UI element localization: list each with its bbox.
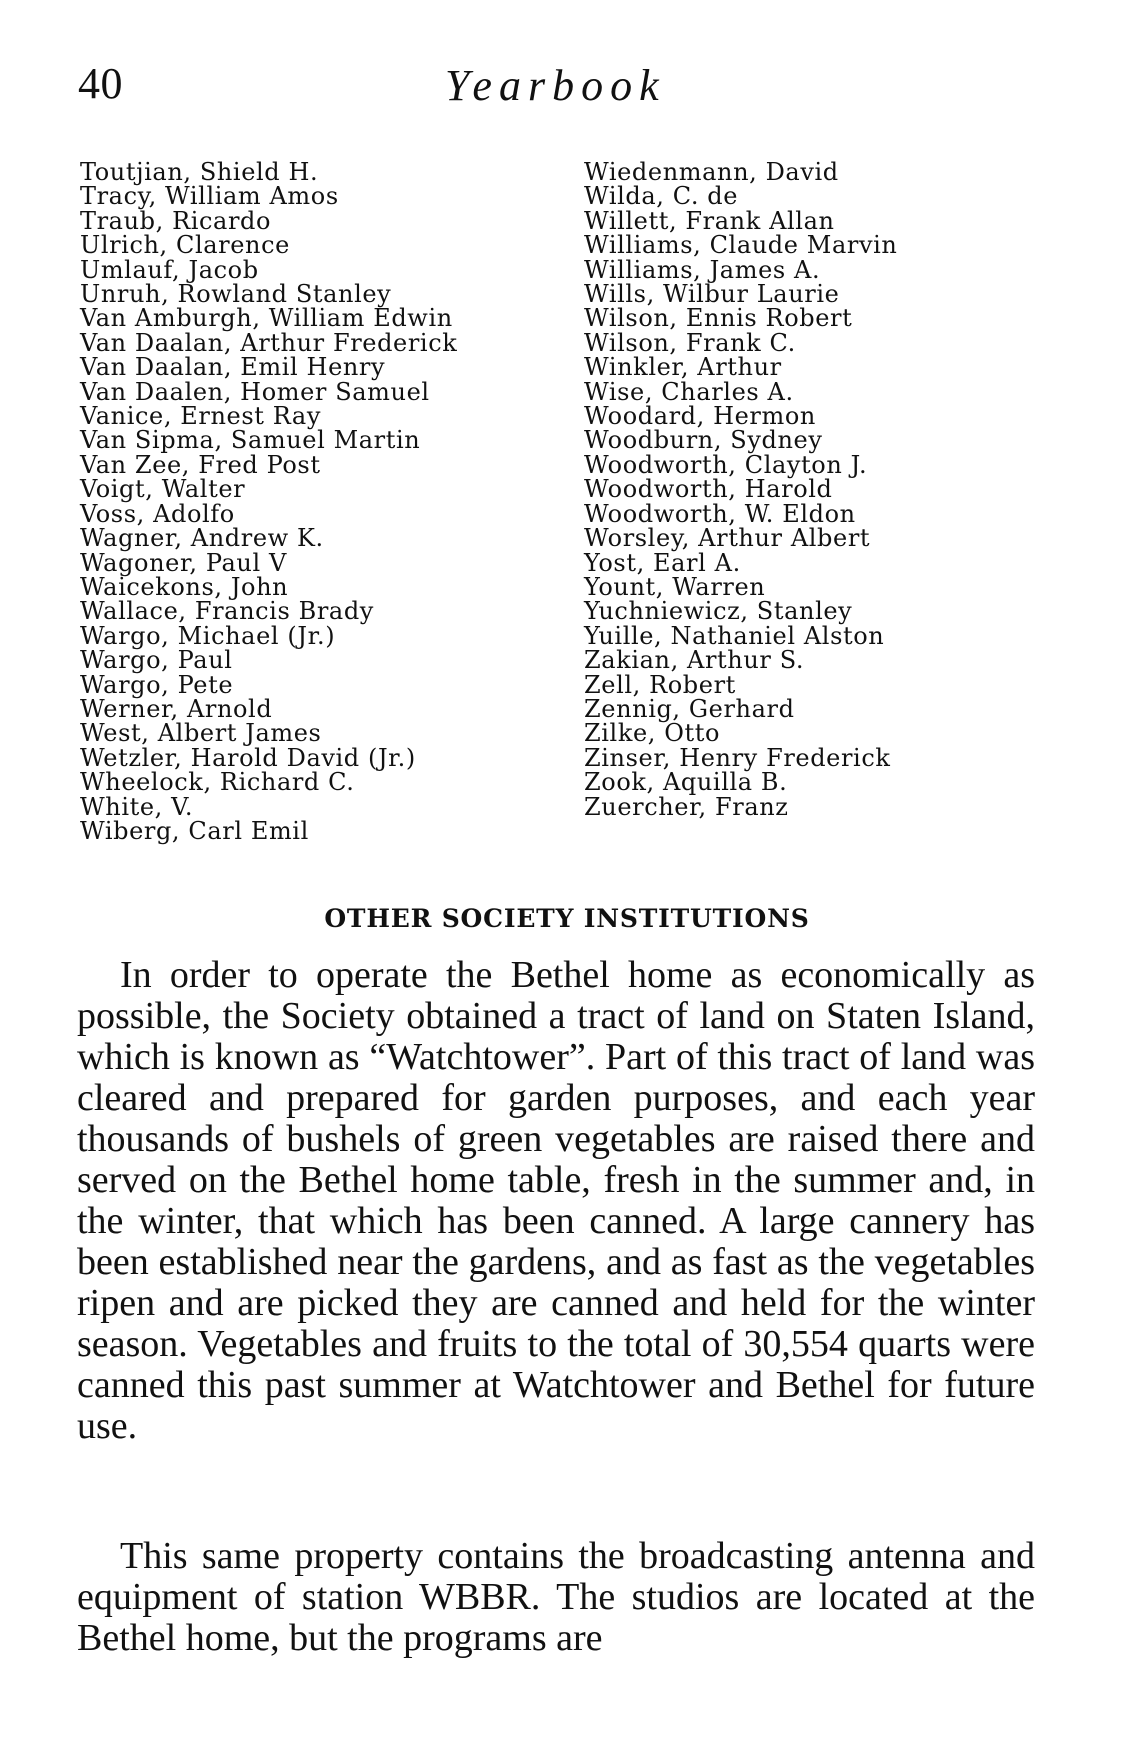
name-entry: Woodworth, W. Eldon	[584, 499, 856, 528]
name-entry: Willett, Frank Allan	[584, 206, 835, 235]
name-entry: West, Albert James	[80, 719, 322, 748]
name-entry: Williams, James A.	[584, 255, 821, 284]
name-entry: Zennig, Gerhard	[584, 694, 795, 723]
name-entry: Vanice, Ernest Ray	[80, 402, 322, 431]
name-entry: Van Daalan, Emil Henry	[80, 353, 386, 382]
name-entry: Voigt, Walter	[80, 475, 246, 504]
name-entry: Wallace, Francis Brady	[80, 597, 374, 626]
name-entry: Wheelock, Richard C.	[80, 768, 355, 797]
name-entry: Van Daalan, Arthur Frederick	[80, 328, 458, 357]
name-entry: Winkler, Arthur	[584, 353, 782, 382]
name-entry: Woodworth, Clayton J.	[584, 450, 868, 479]
names-list-left	[80, 160, 457, 843]
name-entry: Wilda, C. de	[584, 182, 739, 211]
page-number: 40	[78, 59, 123, 108]
name-entry: Wills, Wilbur Laurie	[584, 280, 840, 309]
name-entry: Zook, Aquilla B.	[584, 768, 788, 797]
name-entry: White, V.	[80, 792, 194, 821]
name-entry: Wetzler, Harold David (Jr.)	[80, 743, 416, 772]
name-entry: Werner, Arnold	[80, 694, 273, 723]
name-entry: Waicekons, John	[80, 572, 289, 601]
name-entry: Zell, Robert	[584, 670, 736, 699]
body-paragraph: This same property contains the broadcasting antenna and equipment of station WBBR. The studios are located at the Bethel home, but the programs are	[77, 1535, 1035, 1659]
name-entry: Voss, Adolfo	[80, 499, 235, 528]
name-entry: Wargo, Paul	[80, 646, 233, 675]
name-entry: Yost, Earl A.	[584, 548, 741, 577]
name-entry: Unruh, Rowland Stanley	[80, 280, 392, 309]
name-entry: Williams, Claude Marvin	[584, 231, 898, 260]
name-entry: Zuercher, Franz	[584, 792, 789, 821]
name-entry: Zilke, Otto	[584, 719, 721, 748]
name-entry: Wise, Charles A.	[584, 377, 794, 406]
name-entry: Wagner, Andrew K.	[80, 524, 324, 553]
section-heading: OTHER SOCIETY INSTITUTIONS	[324, 904, 810, 933]
name-entry: Van Daalen, Homer Samuel	[80, 377, 430, 406]
name-entry: Traub, Ricardo	[80, 206, 272, 235]
name-entry: Ulrich, Clarence	[80, 231, 290, 260]
name-entry: Yuille, Nathaniel Alston	[584, 621, 885, 650]
name-entry: Woodworth, Harold	[584, 475, 833, 504]
name-entry: Zinser, Henry Frederick	[584, 743, 891, 772]
name-entry: Yuchniewicz, Stanley	[584, 597, 853, 626]
name-entry: Toutjian, Shield H.	[80, 158, 319, 186]
name-entry: Wiberg, Carl Emil	[80, 816, 309, 845]
body-paragraph: In order to operate the Bethel home as economically as possible, the Society obtained a tract of land on Staten Island, which is known as “Watchtower”. Part of this tract of land was cleared and prepared for garden purposes, and each year thousands of bushels of green vegetables are raised there and served on the Bethel home table, fresh in the summer and, in the winter, that which has been canned. A large cannery has been established near the gardens, and as fast as the vegetables ripen and are picked they are canned and held for the winter season. Vegetables and fruits to the total of 30,554 quarts were canned this past summer at Watchtower and Bethel for future use.	[77, 954, 1035, 1447]
name-entry: Wagoner, Paul V	[80, 548, 287, 577]
name-entry: Zakian, Arthur S.	[584, 646, 805, 675]
name-entry: Van Sipma, Samuel Martin	[80, 426, 421, 455]
name-entry: Yount, Warren	[584, 572, 766, 601]
name-entry: Worsley, Arthur Albert	[584, 524, 871, 553]
name-entry: Woodard, Hermon	[584, 402, 816, 431]
name-entry: Wargo, Pete	[80, 670, 234, 699]
name-entry: Wiedenmann, David	[584, 158, 839, 186]
name-entry: Wilson, Ennis Robert	[584, 304, 853, 333]
names-list-right	[584, 160, 897, 819]
name-entry: Wargo, Michael (Jr.)	[80, 621, 336, 650]
running-title: Yearbook	[445, 61, 666, 110]
name-entry: Van Zee, Fred Post	[80, 450, 321, 479]
name-entry: Tracy, William Amos	[80, 182, 339, 211]
name-entry: Van Amburgh, William Edwin	[80, 304, 453, 333]
name-entry: Woodburn, Sydney	[584, 426, 823, 455]
name-entry: Umlauf, Jacob	[80, 255, 259, 284]
name-entry: Wilson, Frank C.	[584, 328, 796, 357]
